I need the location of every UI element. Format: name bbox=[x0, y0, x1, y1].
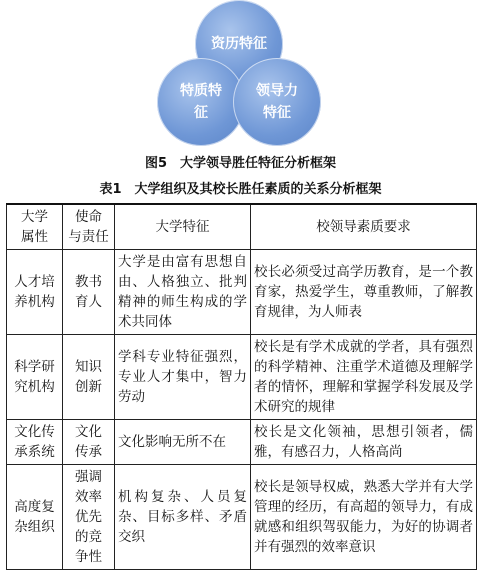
cell-mission: 强调 效率 优先 的竞 争性 bbox=[63, 465, 115, 570]
figure-caption: 图5 大学领导胜任特征分析框架 bbox=[144, 156, 337, 171]
cell-requirement: 校长是文化领袖，思想引领者，儒雅，有感召力，人格高尚 bbox=[251, 420, 477, 465]
circle-label: 特征 bbox=[263, 105, 291, 121]
table-header-row bbox=[7, 204, 477, 250]
header-requirement: 校领导素质要求 bbox=[251, 204, 477, 250]
cell-attribute: 高度复 杂组织 bbox=[7, 465, 63, 570]
cell-requirement: 校长是有学术成就的学者，具有强烈的科学精神、注重学术道德及理解学者的情怀，理解和掌握学科发展及学术研究的规律 bbox=[251, 335, 477, 420]
circle-label: 征 bbox=[194, 105, 208, 121]
analysis-table bbox=[6, 203, 477, 570]
table-row bbox=[7, 420, 477, 465]
table-row bbox=[7, 465, 477, 570]
table-row bbox=[7, 335, 477, 420]
circle-trait bbox=[157, 58, 245, 146]
cell-feature: 文化影响无所不在 bbox=[115, 420, 251, 465]
cell-attribute: 文化传 承系统 bbox=[7, 420, 63, 465]
header-mission: 使命 与责任 bbox=[63, 204, 115, 250]
cell-mission: 文化 传承 bbox=[63, 420, 115, 465]
cell-feature: 大学是由富有思想自由、人格独立、批判精神的师生构成的学术共同体 bbox=[115, 250, 251, 335]
header-attribute: 大学 属性 bbox=[7, 204, 63, 250]
cell-requirement: 校长是领导权威，熟悉大学并有大学管理的经历，有高超的领导力，有成就感和组织驾驭能力，为好的协调者并有强烈的效率意识 bbox=[251, 465, 477, 570]
cell-feature: 机构复杂、人员复杂、目标多样、矛盾交织 bbox=[115, 465, 251, 570]
cell-attribute: 人才培 养机构 bbox=[7, 250, 63, 335]
circle-label: 领导力 bbox=[256, 83, 298, 99]
cell-requirement: 校长必须受过高学历教育，是一个教育家，热爱学生，尊重教师，了解教育规律，为人师表 bbox=[251, 250, 477, 335]
cell-feature: 学科专业特征强烈，专业人才集中，智力劳动 bbox=[115, 335, 251, 420]
table-row bbox=[7, 250, 477, 335]
circle-leadership bbox=[233, 58, 321, 146]
cell-mission: 教书 育人 bbox=[63, 250, 115, 335]
competency-venn-figure bbox=[0, 0, 481, 150]
circle-label: 特质特 bbox=[180, 83, 222, 99]
table-caption: 表1 大学组织及其校长胜任素质的关系分析框架 bbox=[99, 182, 382, 197]
cell-mission: 知识 创新 bbox=[63, 335, 115, 420]
header-feature: 大学特征 bbox=[115, 204, 251, 250]
cell-attribute: 科学研 究机构 bbox=[7, 335, 63, 420]
circle-label: 资历特征 bbox=[211, 36, 267, 52]
